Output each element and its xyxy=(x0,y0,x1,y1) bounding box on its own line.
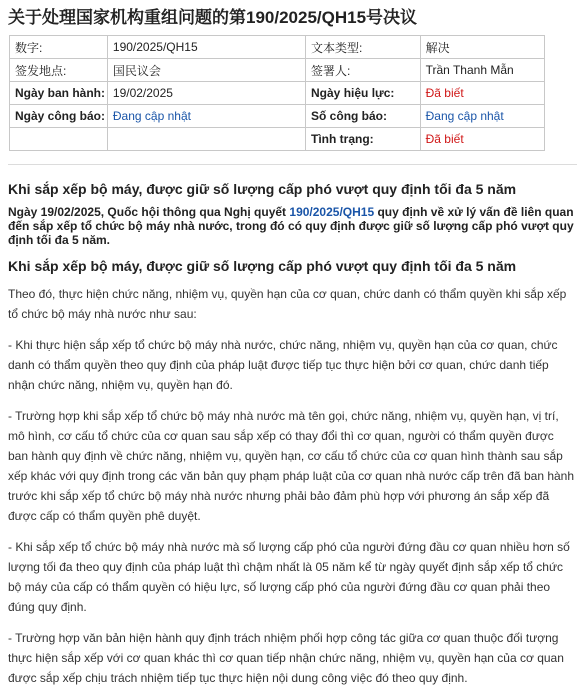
paragraph: - Trường hợp khi sắp xếp tổ chức bộ máy nhà nước mà tên gọi, chức năng, nhiệm vụ, quyền hạn, vị trí, mô hình, cơ cấu tổ chức của cơ quan sau sắp xếp có thay đổi thì cơ quan, người có thẩm quyền được ban hành quy định về chức năng, nhiệm vụ, quyền hạn, cơ cấu tổ chức của cơ quan hình thành sau sắp xếp khác với quy định trong các văn bản quy phạm pháp luật của cơ quan nhà nước cấp trên đã ban hành trước khi sắp xếp tổ chức bộ máy nhà nước nhưng phải bảo đảm phù hợp với phương án sắp xếp đã được cấp có thẩm quyền phê duyệt. xyxy=(8,409,575,523)
gazette-number-label: Số công báo: xyxy=(306,105,421,128)
article-lead xyxy=(8,205,577,247)
gazette-date-label: Ngày công báo: xyxy=(10,105,108,128)
section-heading: Khi sắp xếp bộ máy, được giữ số lượng cấp phó vượt quy định tối đa 5 năm xyxy=(8,258,517,274)
resolution-link[interactable]: 190/2025/QH15 xyxy=(289,205,375,219)
signer-label: 签署人: xyxy=(306,59,421,82)
number-value: 190/2025/QH15 xyxy=(107,36,305,59)
divider xyxy=(8,164,577,165)
paragraph: Theo đó, thực hiện chức năng, nhiệm vụ, quyền hạn của cơ quan, chức danh có thẩm quyền khi sắp xếp tổ chức bộ máy nhà nước như sau: xyxy=(8,287,567,321)
effective-date-value[interactable]: Đã biết xyxy=(420,82,544,105)
spacer xyxy=(8,151,577,164)
table-row xyxy=(10,59,545,82)
empty-cell xyxy=(107,128,305,151)
paragraph: - Khi sắp xếp tổ chức bộ máy nhà nước mà số lượng cấp phó của người đứng đầu cơ quan nhiều hơn số lượng tối đa theo quy định của pháp luật thì chậm nhất là 05 năm kể từ ngày quyết định sắp xếp tổ chức bộ máy của cấp có thẩm quyền có hiệu lực, số lượng cấp phó của người đứng đầu cơ quan phải theo đúng quy định. xyxy=(8,540,570,614)
empty-cell xyxy=(10,128,108,151)
lead-text: Ngày 19/02/2025, Quốc hội thông qua Nghị quyết xyxy=(8,205,290,219)
paragraph: - Trường hợp văn bản hiện hành quy định trách nhiệm phối hợp công tác giữa cơ quan thuộc đối tượng thực hiện sắp xếp với cơ quan khác thì cơ quan tiếp nhận chức năng, nhiệm vụ, quyền hạn của cơ quan được sắp xếp chịu trách nhiệm tiếp tục thực hiện nội dung công việc đó theo quy định. xyxy=(8,631,564,685)
status-label: Tình trạng: xyxy=(306,128,421,151)
article-heading: Khi sắp xếp bộ máy, được giữ số lượng cấp phó vượt quy định tối đa 5 năm xyxy=(8,181,517,197)
signer-value: Trần Thanh Mẫn xyxy=(420,59,544,82)
document-info-table xyxy=(9,35,545,151)
issuing-place-value: 国民议会 xyxy=(107,59,305,82)
paragraph: - Khi thực hiện sắp xếp tổ chức bộ máy nhà nước, chức năng, nhiệm vụ, quyền hạn của cơ quan, chức danh có thẩm quyền theo quy định của pháp luật được tiếp tục thực hiện bởi cơ quan, chức danh tiếp nhận chức năng, nhiệm vụ, quyền hạn đó. xyxy=(8,338,558,392)
page-title: 关于处理国家机构重组问题的第190/2025/QH15号决议 xyxy=(8,8,418,27)
doc-type-value: 解决 xyxy=(420,36,544,59)
table-row xyxy=(10,82,545,105)
table-row xyxy=(10,36,545,59)
gazette-date-value[interactable]: Đang cập nhật xyxy=(107,105,305,128)
issue-date-value: 19/02/2025 xyxy=(107,82,305,105)
table-row xyxy=(10,128,545,151)
effective-date-label: Ngày hiệu lực: xyxy=(306,82,421,105)
issuing-place-label: 签发地点: xyxy=(10,59,108,82)
lead-text: quy định về xử lý vấn đề liên quan đến sắp xếp tổ chức bộ máy nhà nước, trong đó có quy định được giữ số lượng cấp phó vượt quy định tối đa 5 năm. xyxy=(8,205,574,247)
issue-date-label: Ngày ban hành: xyxy=(10,82,108,105)
gazette-number-value[interactable]: Đang cập nhật xyxy=(420,105,544,128)
table-row xyxy=(10,105,545,128)
number-label: 数字: xyxy=(10,36,108,59)
doc-type-label: 文本类型: xyxy=(306,36,421,59)
status-value[interactable]: Đã biết xyxy=(420,128,544,151)
